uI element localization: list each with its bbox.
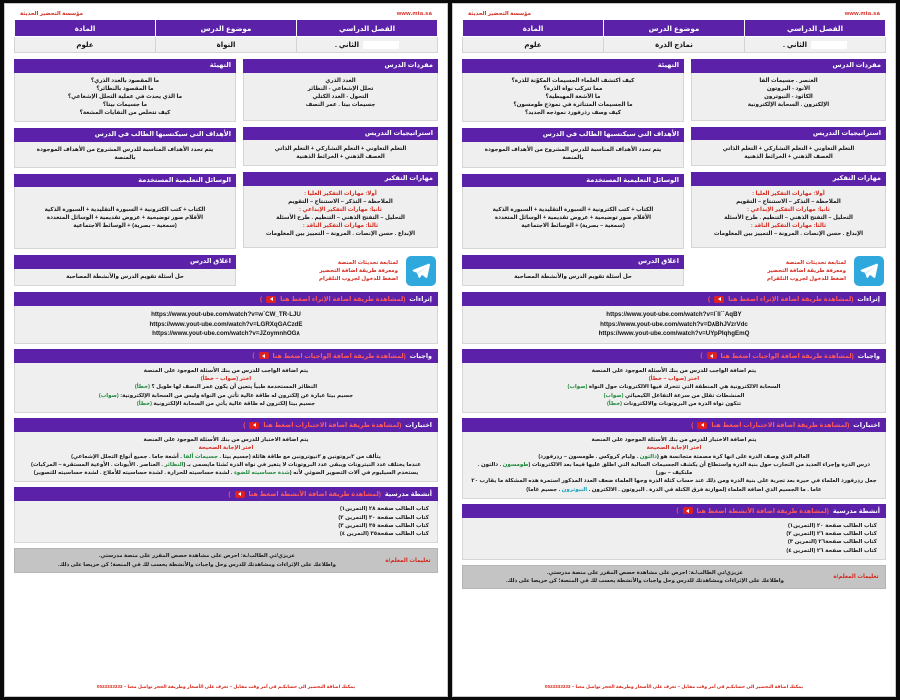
left-column [691,59,886,292]
closing-title: اغلاق الدرس [14,255,236,269]
media-line: الأقلام صور توضيحية + عروض تقديمية + الوسائل المتعددة [46,214,204,221]
homework-type: اختر (صواب – خطأ) [200,376,252,383]
homework-hint[interactable]: (لمشاهدة طريقة اضافة الواجبات اضغط هنا [720,352,854,360]
test-item-answer: طومسون [502,461,529,468]
value-term [745,37,886,53]
thinking-label: أولا: مهارات التفكير العليا : [304,190,377,197]
section-tests [14,418,438,482]
vocabulary-item: العنصر . جسيمات ألفا [759,77,818,84]
instructions-label: تعليمات المعلم/ة [385,557,431,564]
vocabulary-item: الكاثود - النيوترون [764,93,813,100]
closing-title: اغلاق الدرس [462,255,684,269]
thinking-text: التحليل – التفتح الذهني – التنظيم . طرح الأسئلة [276,215,405,222]
homework-item-text: جسيم بيتا عبارة عن إلكترون له طاقة عالية تأتي من النواة وليس من السحابة الإلكترونية: [118,392,354,399]
enrichment-url[interactable]: https://www.yout-ube.com/watch?v=l`ll``AqBY [606,311,742,319]
header-term: الفصل الدراسي [297,20,438,37]
goals-line: يتم تحدد الأهداف المناسبة للدرس المشروح من الأهداف الموجودة [484,147,662,154]
enrichment-title: إثراءات [409,296,432,304]
test-item-options: . جسيم غاما) [526,486,562,493]
activity-item: كتاب الطالب صفحة٢٦ (التمرين ٣) [787,539,877,546]
media-line: (سمعية – بصرية) + الوسائط الاجتماعية [73,222,177,229]
paren-close: ) [676,507,679,515]
homework-title: واجبات [857,352,880,360]
header-subject: المادة [15,20,156,37]
youtube-icon[interactable] [707,352,717,359]
preparation-question: ما الأشعة المهبطية؟ [545,93,601,100]
closing-body: حل أسئلة تقويم الدرس والأنشطة المصاحبة [14,269,236,286]
test-item-text: العالم الذي وصف الذرة على انها كرة مصمتة متجانسة هو ( [656,453,810,460]
card-closing [462,255,684,286]
media-title: الوسائل التعليمية المستخدمة [462,174,684,188]
tests-header[interactable] [462,418,886,432]
section-tests [462,418,886,499]
brand-row [462,11,886,19]
homework-item [23,383,429,391]
goals-line: بالمنصة [114,155,136,162]
telegram-promo[interactable] [243,254,438,290]
media-body [14,187,236,249]
homework-item-answer: (خطأ) [606,400,623,407]
enrichment-hint[interactable]: (لمشاهدة طريقة اضافة الإثراء اضغط هنا [728,296,854,304]
activities-header[interactable] [14,487,438,501]
brand-organization: مؤسسة التحضير الحديثة [20,11,83,17]
tests-header[interactable] [14,418,438,432]
table-value-row [463,37,886,53]
left-column [243,59,438,292]
top-two-column-grid [14,59,438,292]
youtube-icon[interactable] [259,352,269,359]
thinking-title: مهارات التفكير [243,172,438,186]
activity-item: كتاب الطالب صفحة٣٥ (التمرين ٤) [339,531,429,538]
brand-row [14,11,438,19]
goals-title: الأهداف التي سيكتسبها الطالب في الدرس [14,128,236,142]
thinking-body [691,186,886,248]
homework-item-answer: (خطأ) [134,384,150,391]
test-item [471,453,877,461]
preparation-title: التهيئة [462,59,684,73]
thinking-title: مهارات التفكير [691,172,886,186]
header-lesson-topic: موضوع الدرس [604,20,745,37]
thinking-label: أولا: مهارات التفكير العليا : [752,190,825,197]
telegram-line: لمتابعة تحديثات المنصة [785,259,846,266]
top-two-column-grid [462,59,886,292]
homework-item-answer: (صواب) [98,392,119,399]
tests-title: اختبارات [405,422,432,430]
tests-type: اختر الإجابة الصحيحة [198,445,254,452]
closing-body: حل أسئلة تقويم الدرس والأنشطة المصاحبة [462,269,684,286]
value-subject: علوم [15,37,156,53]
right-column [462,59,684,292]
brand-website: www.mta.sa [396,11,432,17]
vocabulary-title: مفردات الدرس [691,59,886,73]
card-strategies [691,127,886,167]
instructions-label: تعليمات المعلم/ة [833,574,879,581]
homework-item-answer: (صواب) [567,384,588,391]
strategies-body [691,140,886,166]
activity-item: كتاب الطالب صفحة ٢٠ (التمرين١) [787,522,877,529]
preparation-question: ما الذي يحدث في عملية التحلل الإشعاعي؟ [67,93,183,100]
thinking-text: الملاحظة – التذكر – الاستنتاج – التقويم [288,199,393,205]
activities-header[interactable] [462,504,886,518]
test-item-answer: دالتون [639,453,657,460]
homework-hint[interactable]: (لمشاهدة طريقة اضافة الواجبات اضغط هنا [272,352,406,360]
preparation-title: التهيئة [14,59,236,73]
test-item-options: . أشعة جاما . جميع أنواع التحلل الإشعاعي) [71,453,184,460]
preparation-question: ما المقصود بالعدد الذري؟ [90,77,160,84]
tests-hint[interactable]: (لمشاهدة طريقة اضافة الاختبارات اضغط هنا [711,422,850,430]
thinking-label: ثالثا: مهارات التفكير الناقد : [302,223,379,230]
homework-type: اختر (صواب – خطأ) [648,376,700,383]
homework-title: واجبات [409,352,432,360]
preparation-question: كيف وصف رذرفورد نموذجه الجديد؟ [524,110,621,117]
thinking-text: الملاحظة – التذكر – الاستنتاج – التقويم [736,199,841,205]
media-line: الكتاب + كتب الكترونية + السبورة التقليدية + السبورة الذكية [44,206,206,213]
goals-body [14,142,236,168]
preparation-question: كيف تتخلص من النفايات المشعة؟ [79,110,171,117]
value-lesson-topic: نماذج الذرة [604,37,745,53]
card-preparation [462,59,684,122]
media-title: الوسائل التعليمية المستخدمة [14,174,236,188]
test-item-text: جعل رذرفورد العلماء في حيرة بعد تجربة على بنية الذرة ومن ذلك عند حساب كتلة الذرة وجها العلماء ضعف العدد المذكور استمرة هذه المشكلة ما يقارب ٢٠ عاما . ما الجسيم الذي اضافة العلماء (لموازنة فرق الكتلة في الذرة . البروتون . الالكترون . [471,478,877,493]
test-item-text: درس الذرة وإجراء العديد من التجارب حول بنية الذرة واستطاع أن يكشف الجسيمات السالبة التي اطلق عليها فيما بعد الالكترونات ( [528,461,871,468]
telegram-line: اضغط للدخول لجروب التلقرام [767,275,846,282]
value-term-text: الثاني . [782,41,808,49]
enrichment-hint[interactable]: (لمشاهدة طريقة اضافة الإثراء اضغط هنا [280,296,406,304]
homework-item-text: المنشطات تقلل من سرعة التفاعل الكيميائي [623,392,745,399]
media-body [462,187,684,249]
paren-close: ) [691,421,694,429]
lesson-plan-page-left [452,3,896,697]
telegram-icon[interactable] [854,256,884,286]
strategies-title: استراتيجيات التدريس [691,127,886,141]
strategies-line: التعلم التعاوني + التعلم التشاركي + التعلم الذاتي [722,145,855,152]
card-preparation [14,59,236,122]
goals-body [462,142,684,168]
card-closing [14,255,236,286]
header-subject: المادة [463,20,604,37]
thinking-label: ثانيا: مهارات التفكير الإبداعي : [299,207,382,214]
enrichment-body [462,306,886,344]
right-column [14,59,236,292]
thinking-text: التحليل – التفتح الذهني – التنظيم . طرح الأسئلة [724,215,853,222]
table-value-row [15,37,438,53]
telegram-line: ومعرفة طريقة اضافة التحضير [767,267,846,274]
telegram-text [767,259,846,283]
homework-item [471,392,877,400]
section-activities [462,504,886,560]
test-item-options: . العناصر . الأيونات . الأوعية المستقرة – المركبات) [31,461,165,468]
activities-title: أنشطة مدرسية [832,507,880,515]
preparation-body [462,73,684,123]
test-item-options: . دالتون . ملنكيف – بور) [477,461,693,477]
vocabulary-item: الإلكترون . السحابة الإلكترونية [747,102,830,109]
enrichment-header[interactable] [462,292,886,306]
card-media [14,174,236,250]
homework-body [462,363,886,413]
brand-website: www.mta.sa [844,11,880,17]
vocabulary-title: مفردات الدرس [243,59,438,73]
homework-header[interactable] [14,349,438,363]
goals-line: بالمنصة [562,155,584,162]
preparation-question: مما تتركب نواة الذرة؟ [543,85,603,92]
youtube-icon[interactable] [249,422,259,429]
page-footer: يمكنك اضافة التحضير الى حسابكـم في أمر وقت مقابل – تعرف على الأسعار وطريقة الحجز تواصل معنا – 0533333333 [96,684,356,689]
thinking-text: الإبداع . حسن الإنصات . المرونة – التمييز بين المعلومات [265,231,416,238]
homework-item [471,383,877,391]
strategies-line: العصف الذهني + الخرائط الذهنية [296,153,385,160]
strategies-line: التعلم التعاوني + التعلم التشاركي + التعلم الذاتي [274,145,407,152]
teacher-instructions [14,548,438,572]
homework-item-answer: (صواب) [603,392,624,399]
paren-close: ) [252,352,255,360]
header-lesson-topic: موضوع الدرس [156,20,297,37]
table-header-row [15,20,438,37]
value-term [297,37,438,53]
test-item [23,453,429,461]
tests-body [14,432,438,482]
instructions-line: واطلاعك على الإثراءات ومشاهدتك للدرس وحل واجبات والأنشطة يحسب لك في المنصة؛ كن حريصا على ذلك. [506,578,784,585]
brand-organization: مؤسسة التحضير الحديثة [468,11,531,17]
vocabulary-item: العدد الذري [325,77,356,84]
section-enrichment [14,292,438,344]
media-line: (سمعية – بصرية) + الوسائط الاجتماعية [521,222,625,229]
goals-line: يتم تحدد الأهداف المناسبة للدرس المشروح من الأهداف الموجودة [36,147,214,154]
header-term: الفصل الدراسي [745,20,886,37]
homework-body [14,363,438,413]
telegram-line: اضغط للدخول لجروب التلقرام [319,275,398,282]
tests-type: اختر الإجابة الصحيحة [646,445,702,452]
preparation-question: ما المقصود بالنظائر؟ [96,85,154,92]
homework-item-text: تتكون نواة الذرة من البروتونات والالكترونات [622,400,742,407]
enrichment-url[interactable]: https://www.yout-ube.com/watch?v=D٨BhJVzrVdc [600,320,748,328]
section-activities [14,487,438,543]
homework-item-text: جسيم بيتا إلكترون له طاقة عالية يأتي من السحابة الإلكترونية [151,400,316,407]
goals-title: الأهداف التي سيكتسبها الطالب في الدرس [462,128,684,142]
homework-item-text: النظائر المستخدمة طبياً يتعين أن يكون عمر النصف لها طويل ؟ [149,384,318,391]
homework-intro: يتم اضافة الواجب للدرس من بنك الأسئلة الموجود على المنصة [143,367,309,374]
tests-intro: يتم اضافة الاختبار للدرس من بنك الأسئلة الموجود على المنصة [591,437,757,444]
activity-item: كتاب الطالب صفحة ٢٦ (التمرين ٤) [786,547,877,554]
test-item-answer: شدة حساسيته للضوء [233,470,290,477]
page-footer: يمكنك اضافة التحضير الى حسابكـم في أمر وقت مقابل – تعرف على الأسعار وطريقة الحجز تواصل معنا – 0533333333 [544,684,804,689]
card-thinking-skills [243,172,438,248]
activities-title: أنشطة مدرسية [384,491,432,499]
instructions-line: واطلاعك على الإثراءات ومشاهدتك للدرس وحل واجبات والأنشطة يحسب لك في المنصة؛ كن حريصا على ذلك. [58,561,336,568]
teacher-instructions [462,565,886,589]
preparation-question: ما الجسيمات المتناثرة في نموذج طومسون؟ [513,102,633,109]
card-thinking-skills [691,172,886,248]
homework-item-text: السحابة الالكترونية هي المنطقة التي تتحرك فيها الالكترونات حول النواة [587,384,781,391]
value-subject: علوم [463,37,604,53]
tests-body [462,432,886,499]
card-media [462,174,684,250]
enrichment-url[interactable]: https://www.yout-ube.com/watch?v=w`CW_TR-LJU [151,311,301,319]
vocabulary-item: الأنود - البروتون [766,85,811,92]
telegram-line: لمتابعة تحديثات المنصة [337,259,398,266]
telegram-line: ومعرفة طريقة اضافة التحضير [319,267,398,274]
section-homework [462,349,886,413]
activity-item: كتاب الطالب صفحة ٢٨ (التمرين١) [339,506,429,513]
homework-item [23,400,429,408]
term-blank-field[interactable] [363,41,399,49]
vocabulary-body [243,73,438,121]
thinking-label: ثانيا: مهارات التفكير الإبداعي : [747,207,830,214]
activity-item: كتاب الطالب صفحة ٣٠ (التمرين ٢) [338,514,429,521]
paren-close: ) [228,490,231,498]
paren-close: ) [707,295,711,303]
thinking-text: الإبداع . حسن الإنصات . المرونة – التمييز بين المعلومات [713,231,864,238]
activity-item: كتاب الطالب صفحة ٣٥ (التمرين ٣) [338,522,429,529]
term-blank-field[interactable] [811,41,847,49]
section-homework [14,349,438,413]
strategies-line: العصف الذهني + الخرائط الذهنية [744,153,833,160]
value-term-text: الثاني . [334,41,360,49]
telegram-text [319,259,398,283]
card-vocabulary [243,59,438,121]
telegram-promo[interactable] [691,254,886,290]
activities-body [462,518,886,560]
youtube-icon[interactable] [714,296,724,303]
test-item [471,477,877,494]
test-item-answer: النيوترون [561,486,588,493]
activity-item: كتاب الطالب صفحة ٢٦ (التمرين ٢) [786,531,877,538]
enrichment-header[interactable] [14,292,438,306]
tests-hint[interactable]: (لمشاهدة طريقة اضافة الاختبارات اضغط هنا [263,422,402,430]
instructions-line: عزيزي/تي الطالب/ـة: احرص على مشاهدة حصص المقرر على منصة مدرستي. [546,569,743,576]
media-line: الأقلام صور توضيحية + عروض تقديمية + الوسائل المتعددة [494,214,652,221]
homework-item-answer: (خطأ) [136,400,152,407]
youtube-icon[interactable] [683,507,693,514]
homework-header[interactable] [462,349,886,363]
test-item-options: . وليام كروكس . طومسون – رذرفورد) [538,453,640,460]
tests-title: اختبارات [853,422,880,430]
vocabulary-item: التحول - العدد الكتلي [312,93,369,100]
test-item-text: عندما يختلف عدد النيترونات ويبقى عدد البروتونات لا يتغير في نواة الذرة نُشئا مايسمى بـ ( [183,461,421,468]
lesson-info-table [14,19,438,53]
instructions-line: عزيزي/تي الطالب/ـة: احرص على مشاهدة حصص المقرر على منصة مدرستي. [98,553,295,560]
media-line: الكتاب + كتب الكترونية + السبورة التقليدية + السبورة الذكية [492,206,654,213]
enrichment-body [14,306,438,344]
lesson-info-table [462,19,886,53]
enrichment-title: إثراءات [857,296,880,304]
homework-item [23,392,429,400]
strategies-body [243,140,438,166]
youtube-icon[interactable] [697,422,707,429]
activities-body [14,501,438,543]
test-item [23,469,429,477]
preparation-question: كيف اكتشف العلماء الجسيمات المكوّنة للذرة؟ [511,77,635,84]
vocabulary-item: جسيمات بيتا . عمر النصف [305,102,376,109]
thinking-label: ثالثا: مهارات التفكير الناقد : [750,223,827,230]
activities-hint[interactable]: (لمشاهدة طريقة اضافة الأنشطة اضغط هنا [696,507,829,515]
vocabulary-item: تحلل الإشعاعي - النظائر [307,85,374,92]
activities-hint[interactable]: (لمشاهدة طريقة اضافة الأنشطة اضغط هنا [248,491,381,499]
instructions-body [463,566,827,588]
test-item-answer: النظائر [164,461,184,468]
test-item [471,461,877,478]
card-goals [462,128,684,168]
instructions-body [15,549,379,571]
homework-item [471,400,877,408]
table-header-row [463,20,886,37]
lesson-plan-page-right [4,3,448,697]
card-goals [14,128,236,168]
vocabulary-body [691,73,886,121]
enrichment-url[interactable]: https://www.yout-ube.com/watch?v=LGRXqGACzdE [149,320,303,328]
test-item [23,461,429,469]
test-item-options: . لشدة حساسيته للحرارة . لشدة حساسيته للأملاح . لشدة حساسيته للتصوير) [33,470,234,477]
paren-close: ) [700,352,703,360]
enrichment-url[interactable]: https://www.yout-ube.com/watch?v=JZoymnhOG٨ [152,330,300,338]
section-enrichment [462,292,886,344]
card-vocabulary [691,59,886,121]
strategies-title: استراتيجيات التدريس [243,127,438,141]
enrichment-url[interactable]: https://www.yout-ube.com/watch?v=UYpPIqhgEmQ [598,330,750,338]
paren-close: ) [243,421,246,429]
paren-close: ) [259,295,263,303]
youtube-icon[interactable] [235,491,245,498]
test-item-answer: جسيمات ألفا [183,453,218,460]
test-item-text: يتألف من ٢بروتونين و ٢نيوترونين مع طاقة هائلة (جسيم بيتا . [217,453,381,460]
thinking-body [243,186,438,248]
value-lesson-topic: النواة [156,37,297,53]
telegram-icon[interactable] [406,256,436,286]
tests-intro: يتم اضافة الاختبار للدرس من بنك الأسئلة الموجود على المنصة [143,437,309,444]
card-strategies [243,127,438,167]
youtube-icon[interactable] [266,296,276,303]
homework-intro: يتم اضافة الواجب للدرس من بنك الأسئلة الموجود على المنصة [591,367,757,374]
preparation-question: ما جسيمات بيتا؟ [102,102,148,109]
test-item-text: يستخدم السيليوم في آلات التصوير الضوئي لأنه ( [289,470,419,477]
preparation-body [14,73,236,123]
